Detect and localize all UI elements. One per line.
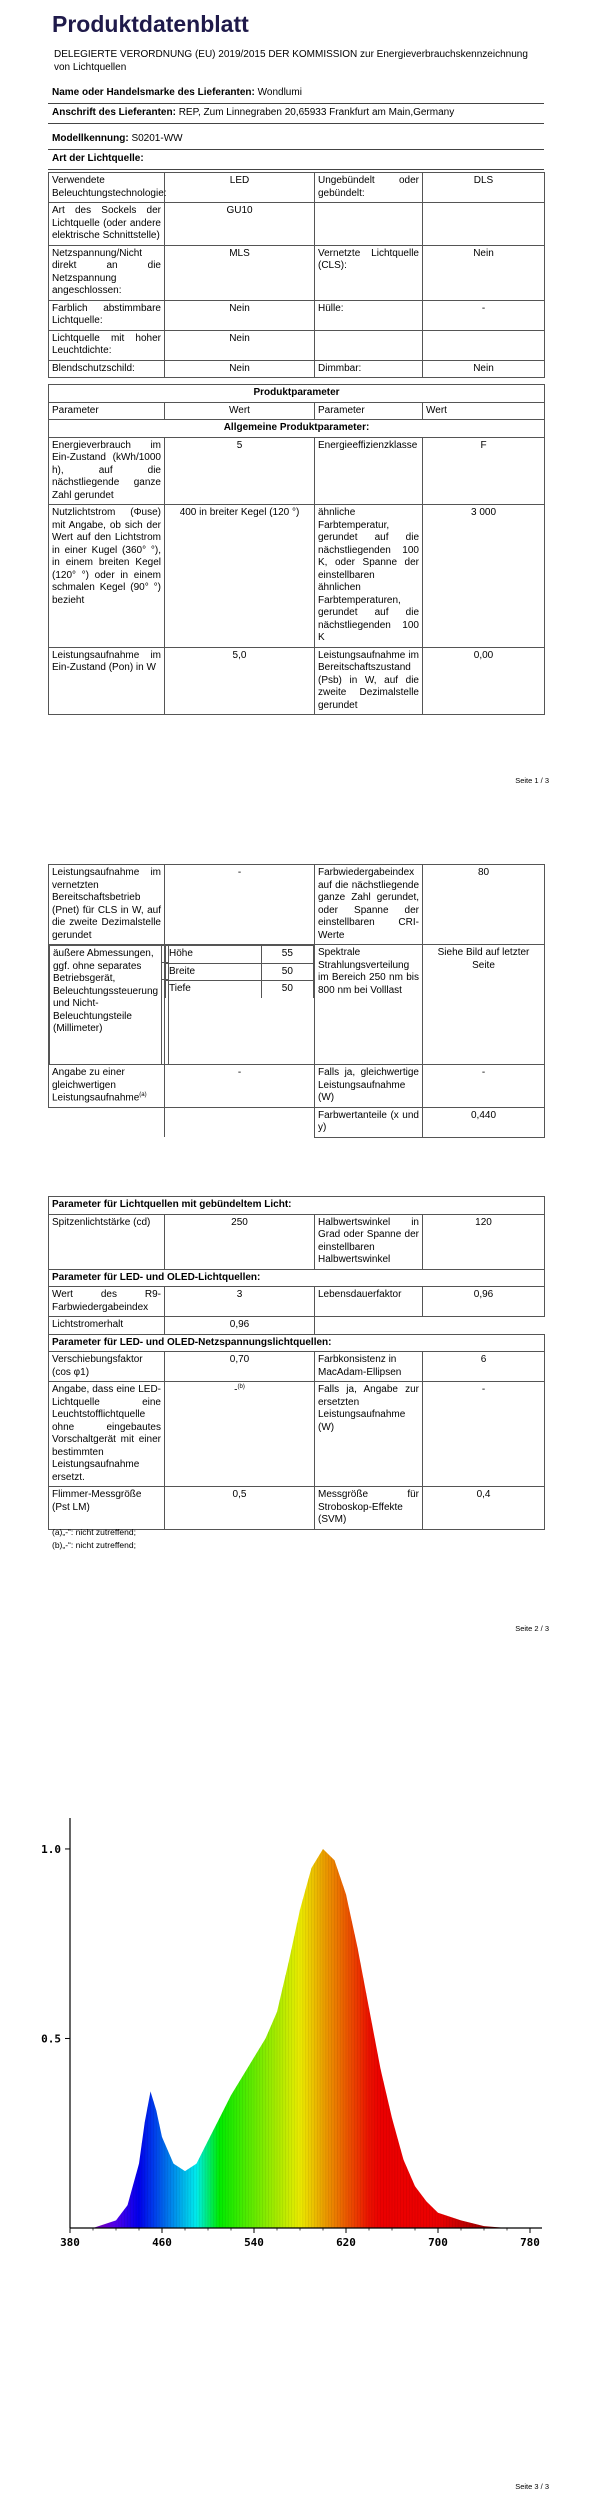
table-cell: Lichtquelle mit hoher Leuchtdichte: bbox=[49, 330, 165, 360]
table-cell: Nein bbox=[423, 245, 545, 300]
table-cell: 0,96 bbox=[423, 1287, 545, 1317]
y-ticks bbox=[41, 1843, 70, 2046]
table-row bbox=[49, 330, 545, 360]
dimension-name: Höhe bbox=[166, 946, 262, 964]
table-cell bbox=[423, 1317, 545, 1335]
table-cell: MLS bbox=[165, 245, 315, 300]
table-cell: Messgröße für Stroboskop-Effekte (SVM) bbox=[315, 1487, 423, 1530]
footnote-b: (b)„-“: nicht zutreffend; bbox=[52, 1540, 136, 1551]
dimension-name: Tiefe bbox=[166, 981, 262, 998]
table-cell: ähnliche Farbtemperatur, gerundet auf die nächstliegenden 100 K, oder Spanne der einstellbaren ähnlichen Farbtemperaturen, gerundet auf die nächstliegenden 100 K bbox=[315, 505, 423, 648]
general-params-title: Allgemeine Produktparameter: bbox=[49, 420, 545, 438]
supplier-name-value: Wondlumi bbox=[257, 87, 302, 98]
document-title: Produktdatenblatt bbox=[52, 11, 249, 37]
table-cell: DLS bbox=[423, 173, 545, 203]
table-cell bbox=[315, 203, 423, 246]
table-cell: Vernetzte Lichtquelle (CLS): bbox=[315, 245, 423, 300]
led-title: Parameter für LED- und OLED-Lichtquellen: bbox=[49, 1269, 545, 1287]
table-row bbox=[49, 1317, 545, 1335]
table-cell: Lichtstromerhalt bbox=[49, 1317, 165, 1335]
product-parameters-table-continued bbox=[48, 864, 545, 1138]
table-cell: Falls ja, gleichwertige Leistungsaufnahme (W) bbox=[315, 1065, 423, 1108]
params-title: Produktparameter bbox=[49, 385, 545, 403]
dimensions-inner-table bbox=[49, 945, 169, 1064]
table-cell: 0,00 bbox=[423, 647, 545, 715]
supplier-address-row bbox=[48, 104, 544, 124]
table-row bbox=[49, 505, 545, 648]
table-cell: Energieeffizienzklasse bbox=[315, 437, 423, 505]
table-cell: Leistungsaufnahme im Bereitschaftszustand (Psb) in W, auf die zweite Dezimalstelle gerundet bbox=[315, 647, 423, 715]
table-cell: -$^{(b)}$ bbox=[165, 1382, 315, 1487]
table-cell: Verwendete Beleuchtungstechnologie: bbox=[49, 173, 165, 203]
table-cell: Art des Sockels der Lichtquelle (oder andere elektrische Schnittstelle) bbox=[49, 203, 165, 246]
table-cell: Siehe Bild auf letzter Seite bbox=[423, 945, 545, 1065]
supplier-name-label: Name oder Handelsmarke des Lieferanten: bbox=[52, 87, 255, 98]
x-tick-label: 620 bbox=[336, 2236, 356, 2249]
table-cell: Nutzlichtstrom (Φuse) mit Angabe, ob sich der Wert auf den Lichtstrom in einer Kugel (360° °), in einem breiten Kegel (120° °) oder in einem schmalen Kegel (90° °) bezieht bbox=[49, 505, 165, 648]
table-cell: - bbox=[165, 1065, 315, 1108]
table-cell: Angabe zu einer gleichwertigen Leistungsaufnahme$^{(a)}$ bbox=[49, 1065, 165, 1108]
dimension-value: 55 bbox=[261, 946, 313, 964]
table-cell bbox=[423, 330, 545, 360]
table-row bbox=[49, 1487, 545, 1530]
table-cell: Angabe, dass eine LED-Lichtquelle eine Leuchtstofflichtquelle ohne eingebautes Vorschaltgerät mit einer bestimmten Leistungsaufnahme ersetzt. bbox=[49, 1382, 165, 1487]
table-row bbox=[49, 1352, 545, 1382]
table-cell: 6 bbox=[423, 1352, 545, 1382]
table-cell: - bbox=[423, 1065, 545, 1108]
mls-title: Parameter für LED- und OLED-Netzspannungslichtquellen: bbox=[49, 1334, 545, 1352]
table-cell: 80 bbox=[423, 865, 545, 945]
table-cell: Farbwiedergabeindex auf die nächstliegende ganze Zahl gerundet, oder Spanne der einstellbaren CRI-Werte bbox=[315, 865, 423, 945]
y-tick-label: 1.0 bbox=[41, 1842, 61, 1856]
table-row bbox=[166, 963, 314, 981]
model-row bbox=[48, 130, 544, 150]
table-cell: LED bbox=[165, 173, 315, 203]
table-cell bbox=[315, 1317, 423, 1335]
supplier-address-value: REP, Zum Linnegraben 20,65933 Frankfurt am Main,Germany bbox=[178, 107, 455, 118]
table-cell: - bbox=[423, 300, 545, 330]
y-tick-label: 0.5 bbox=[41, 2032, 61, 2046]
table-cell: Farbwertanteile (x und y) bbox=[315, 1107, 423, 1137]
page-3 bbox=[0, 1660, 591, 2510]
dimensions-cell bbox=[49, 945, 165, 1065]
table-row bbox=[49, 1107, 545, 1137]
table-row bbox=[49, 385, 545, 403]
table-row bbox=[166, 946, 314, 964]
table-row bbox=[49, 1214, 545, 1269]
table-cell bbox=[49, 1107, 165, 1137]
table-header-row bbox=[49, 402, 545, 420]
column-header: Parameter bbox=[49, 402, 165, 420]
model-value: S0201-WW bbox=[131, 133, 183, 144]
lightsource-table bbox=[48, 172, 545, 378]
page-number: Seite 1 / 3 bbox=[515, 776, 549, 785]
column-header: Wert bbox=[423, 402, 545, 420]
table-cell: 3 000 bbox=[423, 505, 545, 648]
table-cell: Nein bbox=[423, 360, 545, 378]
table-cell bbox=[423, 203, 545, 246]
table-row bbox=[49, 945, 545, 1065]
table-cell bbox=[315, 330, 423, 360]
table-cell: Nein bbox=[165, 330, 315, 360]
table-cell: Farbkonsistenz in MacAdam-Ellipsen bbox=[315, 1352, 423, 1382]
table-cell: Leistungsaufnahme im Ein-Zustand (Pon) in W bbox=[49, 647, 165, 715]
table-row bbox=[49, 1197, 545, 1215]
table-cell: Dimmbar: bbox=[315, 360, 423, 378]
table-cell: Ungebündelt oder gebündelt: bbox=[315, 173, 423, 203]
directional-table bbox=[48, 1196, 545, 1530]
table-cell: 0,5 bbox=[165, 1487, 315, 1530]
table-cell: 0,440 bbox=[423, 1107, 545, 1137]
table-row bbox=[49, 1065, 545, 1108]
page-1 bbox=[0, 0, 591, 830]
table-cell: 400 in breiter Kegel (120 °) bbox=[165, 505, 315, 648]
table-cell: Verschiebungsfaktor (cos φ1) bbox=[49, 1352, 165, 1382]
document-subtitle: DELEGIERTE VERORDNUNG (EU) 2019/2015 DER KOMMISSION zur Energieverbrauchskennzeichnung von Lichtquellen bbox=[54, 49, 528, 73]
column-header: Wert bbox=[165, 402, 315, 420]
x-tick-label: 460 bbox=[152, 2236, 172, 2249]
spectrum-chart bbox=[0, 1800, 591, 2320]
table-cell: Spektrale Strahlungsverteilung im Bereich 250 nm bis 800 nm bei Volllast bbox=[315, 945, 423, 1065]
table-row bbox=[49, 420, 545, 438]
table-cell: Lebensdauerfaktor bbox=[315, 1287, 423, 1317]
table-cell: F bbox=[423, 437, 545, 505]
page-number: Seite 2 / 3 bbox=[515, 1624, 549, 1633]
lightsource-type-row bbox=[48, 150, 544, 170]
table-row bbox=[49, 647, 545, 715]
x-tick-label: 380 bbox=[60, 2236, 80, 2249]
dimensions-values-cell bbox=[165, 945, 315, 1065]
column-header: Parameter bbox=[315, 402, 423, 420]
table-cell: 120 bbox=[423, 1214, 545, 1269]
supplier-name-row bbox=[48, 84, 544, 104]
table-cell: Flimmer-Messgröße (Pst LM) bbox=[49, 1487, 165, 1530]
table-cell: Blendschutzschild: bbox=[49, 360, 165, 378]
model-label: Modellkennung: bbox=[52, 133, 129, 144]
x-tick-label: 540 bbox=[244, 2236, 264, 2249]
table-cell: 250 bbox=[165, 1214, 315, 1269]
table-cell: 3 bbox=[165, 1287, 315, 1317]
dimensions-values-table bbox=[165, 945, 314, 998]
table-cell: 5 bbox=[165, 437, 315, 505]
table-cell: Nein bbox=[165, 300, 315, 330]
table-cell: 0,4 bbox=[423, 1487, 545, 1530]
table-row bbox=[49, 865, 545, 945]
table-row bbox=[166, 981, 314, 998]
table-cell: 0,96 bbox=[165, 1317, 315, 1335]
table-cell: Nein bbox=[165, 360, 315, 378]
table-cell: Farblich abstimmbare Lichtquelle: bbox=[49, 300, 165, 330]
x-tick-label: 700 bbox=[428, 2236, 448, 2249]
table-cell: Hülle: bbox=[315, 300, 423, 330]
product-parameters-table bbox=[48, 384, 545, 715]
table-row bbox=[49, 203, 545, 246]
table-row bbox=[49, 1287, 545, 1317]
table-cell: 0,70 bbox=[165, 1352, 315, 1382]
table-cell: Wert des R9-Farbwiedergabeindex bbox=[49, 1287, 165, 1317]
table-cell: - bbox=[165, 865, 315, 945]
x-ticks bbox=[60, 2228, 540, 2249]
dimension-value: 50 bbox=[261, 963, 313, 981]
table-row bbox=[49, 173, 545, 203]
page-2 bbox=[0, 830, 591, 1660]
directional-title: Parameter für Lichtquellen mit gebündeltem Licht: bbox=[49, 1197, 545, 1215]
table-cell: Spitzenlichtstärke (cd) bbox=[49, 1214, 165, 1269]
table-row bbox=[49, 360, 545, 378]
table-row bbox=[49, 245, 545, 300]
page-number: Seite 3 / 3 bbox=[515, 2482, 549, 2491]
dimension-name: Breite bbox=[166, 963, 262, 981]
table-row bbox=[50, 946, 169, 963]
table-cell: Energieverbrauch im Ein-Zustand (kWh/1000 h), auf die nächstliegende ganze Zahl gerundet bbox=[49, 437, 165, 505]
dimension-value: 50 bbox=[261, 981, 313, 998]
table-cell bbox=[165, 1107, 315, 1137]
table-cell: Netzspannung/Nicht direkt an die Netzspannung angeschlossen: bbox=[49, 245, 165, 300]
table-row bbox=[49, 1382, 545, 1487]
table-cell: - bbox=[423, 1382, 545, 1487]
dimensions-label: äußere Abmessungen, ggf. ohne separates Betriebsgerät, Beleuchtungssteuerung und Nicht-Beleuchtungsteile (Millimeter) bbox=[50, 946, 162, 1065]
table-cell: Falls ja, Angabe zur ersetzten Leistungsaufnahme (W) bbox=[315, 1382, 423, 1487]
table-row bbox=[49, 300, 545, 330]
table-cell: GU10 bbox=[165, 203, 315, 246]
lightsource-type-label: Art der Lichtquelle: bbox=[52, 153, 144, 164]
table-cell: 5,0 bbox=[165, 647, 315, 715]
x-tick-label: 780 bbox=[520, 2236, 540, 2249]
footnote-a: (a)„-“: nicht zutreffend; bbox=[52, 1527, 136, 1537]
supplier-address-label: Anschrift des Lieferanten: bbox=[52, 107, 176, 118]
table-cell: Halbwertswinkel in Grad oder Spanne der einstellbaren Halbwertswinkel bbox=[315, 1214, 423, 1269]
footnotes bbox=[52, 1526, 136, 1552]
table-row bbox=[49, 1334, 545, 1352]
table-row bbox=[49, 1269, 545, 1287]
table-row bbox=[49, 437, 545, 505]
table-cell: Leistungsaufnahme im vernetzten Bereitschaftsbetrieb (Pnet) für CLS in W, auf die zweite Dezimalstelle gerundet bbox=[49, 865, 165, 945]
